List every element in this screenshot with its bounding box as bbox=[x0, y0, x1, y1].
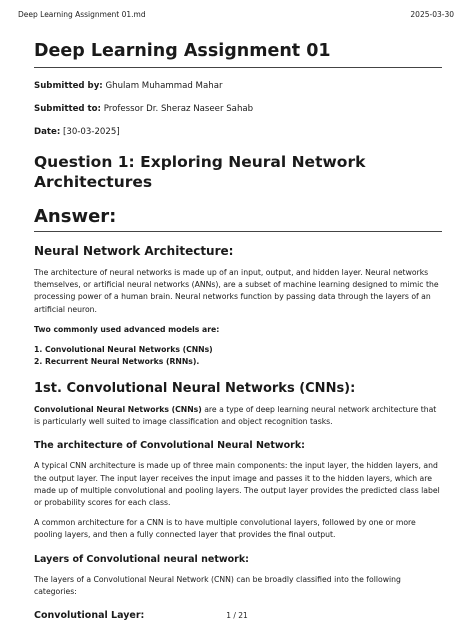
submitted-by-value: Ghulam Muhammad Mahar bbox=[102, 81, 223, 91]
cnn-heading: 1st. Convolutional Neural Networks (CNNs): bbox=[34, 381, 356, 397]
submitted-to-value: Professor Dr. Sheraz Naseer Sahab bbox=[101, 104, 254, 114]
cnn-layers-paragraph: The layers of a Convolutional Neural Network (CNN) can be broadly classified into the following categories: bbox=[34, 574, 401, 596]
nn-architecture-paragraph: The architecture of neural networks is made up of an input, output, and hidden layer. Neural networks themselves, or artificial neural networks (ANNs), are a subset of machine learning designed to mimic the processing power of a human brain. Neural networks function by passing data through the layers of an artificial neuron. bbox=[34, 268, 439, 314]
document-title: Deep Learning Assignment 01 bbox=[34, 40, 442, 68]
cnn-definition bbox=[34, 404, 442, 428]
answer-heading: Answer: bbox=[34, 206, 442, 232]
document-page bbox=[34, 40, 442, 622]
list-item: 1. Convolutional Neural Networks (CNNs) bbox=[34, 345, 213, 355]
date-value: [30-03-2025] bbox=[60, 127, 120, 137]
date-label: Date: bbox=[34, 127, 61, 137]
header-date: 2025-03-30 bbox=[410, 10, 454, 19]
cnn-layers-heading: Layers of Convolutional neural network: bbox=[34, 553, 249, 565]
cnn-architecture-heading: The architecture of Convolutional Neural Network: bbox=[34, 440, 305, 452]
submission-date bbox=[34, 127, 442, 138]
header-file-name: Deep Learning Assignment 01.md bbox=[18, 10, 146, 19]
question-heading: Question 1: Exploring Neural Network Architectures bbox=[34, 153, 366, 191]
cnn-definition-text: are a type of deep learning neural network architecture that is particularly well suited to image classification and object recognition tasks. bbox=[34, 405, 437, 427]
submitted-to-label: Submitted to: bbox=[34, 104, 101, 114]
models-list bbox=[34, 344, 442, 368]
submitted-by-label: Submitted by: bbox=[34, 81, 103, 91]
submitted-to bbox=[34, 104, 442, 115]
cnn-definition-term: Convolutional Neural Networks (CNNs) bbox=[34, 405, 202, 415]
page-number: 1 / 21 bbox=[226, 611, 248, 620]
cnn-architecture-paragraph-1: A typical CNN architecture is made up of three main components: the input layer, the hidden layers, and the output layer. The input layer receives the input image and passes it to the hidden layers, which are made up of multiple convolutional and pooling layers. The output layer provides the predicted class label or probability scores for each class. bbox=[34, 461, 440, 508]
nn-architecture-heading: Neural Network Architecture: bbox=[34, 244, 234, 258]
submitted-by bbox=[34, 81, 442, 92]
convolutional-layer-heading: Convolutional Layer: bbox=[34, 610, 145, 622]
cnn-architecture-paragraph-2: A common architecture for a CNN is to have multiple convolutional layers, followed by one or more pooling layers, and then a fully connected layer that provides the final output. bbox=[34, 518, 416, 540]
list-item: 2. Recurrent Neural Networks (RNNs). bbox=[34, 357, 200, 367]
models-intro: Two commonly used advanced models are: bbox=[34, 324, 220, 334]
